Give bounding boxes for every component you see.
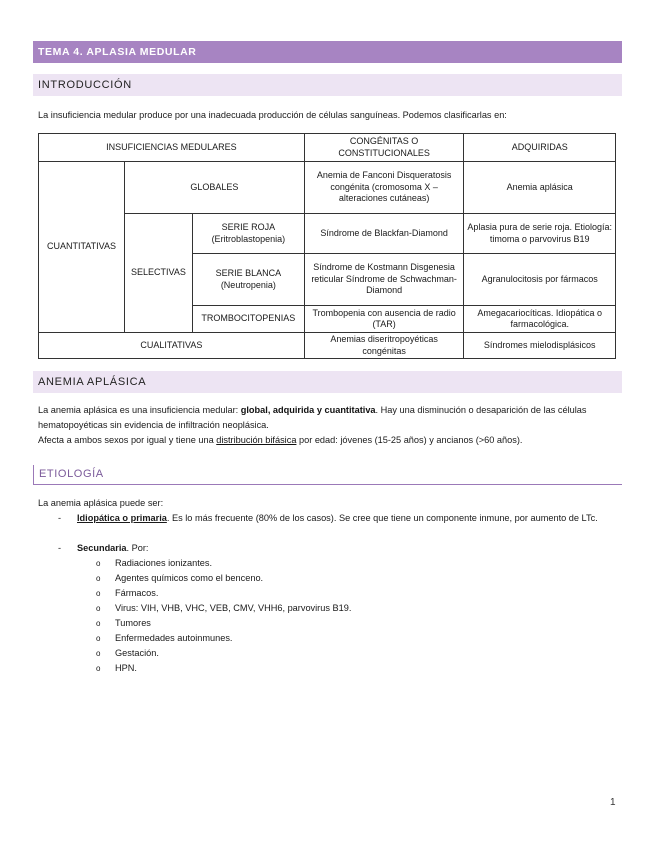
bullet-icon: o <box>96 649 101 658</box>
classification-table <box>38 133 616 359</box>
list-item-secundaria: Secundaria. Por: <box>77 543 149 553</box>
cell-globales: GLOBALES <box>124 162 304 214</box>
list-dash: - <box>58 543 62 553</box>
page-number: 1 <box>610 797 616 808</box>
section-header-intro: INTRODUCCIÓN <box>33 74 622 96</box>
bullet-icon: o <box>96 664 101 673</box>
section-header-anemia-aplasica: ANEMIA APLÁSICA <box>33 371 622 393</box>
anemia-emphasis: global, adquirida y cuantitativa <box>240 405 376 415</box>
cause-item: Radiaciones ionizantes. <box>115 558 213 568</box>
cell-serie-blanca-congenitas: Síndrome de Kostmann Disgenesia reticular Síndrome de Schwachman-Diamond <box>304 254 464 306</box>
anemia-paragraph-2: Afecta a ambos sexos por igual y tiene una distribución bifásica por edad: jóvenes (15-25 años) y ancianos (>60 años). <box>38 435 523 445</box>
header-congenitas: CONGÉNITAS O CONSTITUCIONALES <box>304 134 464 162</box>
intro-paragraph: La insuficiencia medular produce por una inadecuada producción de células sanguíneas. Podemos clasificarlas en: <box>38 110 507 120</box>
cell-serie-roja-adquiridas: Aplasia pura de serie roja. Etiología: timoma o parvovirus B19 <box>464 214 616 254</box>
cell-trombocitopenias: TROMBOCITOPENIAS <box>192 306 304 333</box>
header-insuficiencias: INSUFICIENCIAS MEDULARES <box>39 134 305 162</box>
cell-serie-blanca: SERIE BLANCA (Neutropenia) <box>192 254 304 306</box>
table-row <box>39 214 616 254</box>
subsection-header-etiologia: ETIOLOGÍA <box>33 465 622 485</box>
cause-item: HPN. <box>115 663 137 673</box>
cell-serie-roja: SERIE ROJA (Eritroblastopenia) <box>192 214 304 254</box>
cell-serie-blanca-adquiridas: Agranulocitosis por fármacos <box>464 254 616 306</box>
bullet-icon: o <box>96 574 101 583</box>
cell-cualitativas-congenitas: Anemias diseritropoyéticas congénitas <box>304 333 464 359</box>
cell-trombo-adquiridas: Amegacariocíticas. Idiopática o farmacológica. <box>464 306 616 333</box>
table-row <box>39 162 616 214</box>
cause-item: Tumores <box>115 618 151 628</box>
table-row <box>39 333 616 359</box>
bullet-icon: o <box>96 604 101 613</box>
cell-serie-roja-congenitas: Síndrome de Blackfan-Diamond <box>304 214 464 254</box>
cause-item: Enfermedades autoinmunes. <box>115 633 233 643</box>
bullet-icon: o <box>96 559 101 568</box>
header-adquiridas: ADQUIRIDAS <box>464 134 616 162</box>
distribucion-bifasica-text: distribución bifásica <box>216 435 297 445</box>
cell-cualitativas: CUALITATIVAS <box>39 333 305 359</box>
cell-trombo-congenitas: Trombopenia con ausencia de radio (TAR) <box>304 306 464 333</box>
bullet-icon: o <box>96 589 101 598</box>
cell-globales-adquiridas: Anemia aplásica <box>464 162 616 214</box>
list-dash: - <box>58 513 62 523</box>
cause-item: Virus: VIH, VHB, VHC, VEB, CMV, VHH6, parvovirus B19. <box>115 603 352 613</box>
cell-selectivas: SELECTIVAS <box>124 214 192 333</box>
etiologia-intro: La anemia aplásica puede ser: <box>38 498 164 508</box>
cell-cualitativas-adquiridas: Síndromes mielodisplásicos <box>464 333 616 359</box>
bullet-icon: o <box>96 634 101 643</box>
cell-globales-congenitas: Anemia de Fanconi Disqueratosis congénita (cromosoma X – alteraciones cutáneas) <box>304 162 464 214</box>
cause-item: Gestación. <box>115 648 159 658</box>
anemia-paragraph-1: La anemia aplásica es una insuficiencia medular: global, adquirida y cuantitativa. Hay una disminución o desaparición de las células hematopoyéticas sin evidencia de infiltración neoplásica. <box>38 405 587 430</box>
page-title: TEMA 4. APLASIA MEDULAR <box>33 41 622 63</box>
cause-item: Fármacos. <box>115 588 159 598</box>
bullet-icon: o <box>96 619 101 628</box>
cause-item: Agentes químicos como el benceno. <box>115 573 264 583</box>
table-header-row <box>39 134 616 162</box>
cell-cuantitativas: CUANTITATIVAS <box>39 162 125 333</box>
list-item-idiopatica: Idiopática o primaria. Es lo más frecuente (80% de los casos). Se cree que tiene un componente inmune, por aumento de LTc. <box>77 513 598 523</box>
